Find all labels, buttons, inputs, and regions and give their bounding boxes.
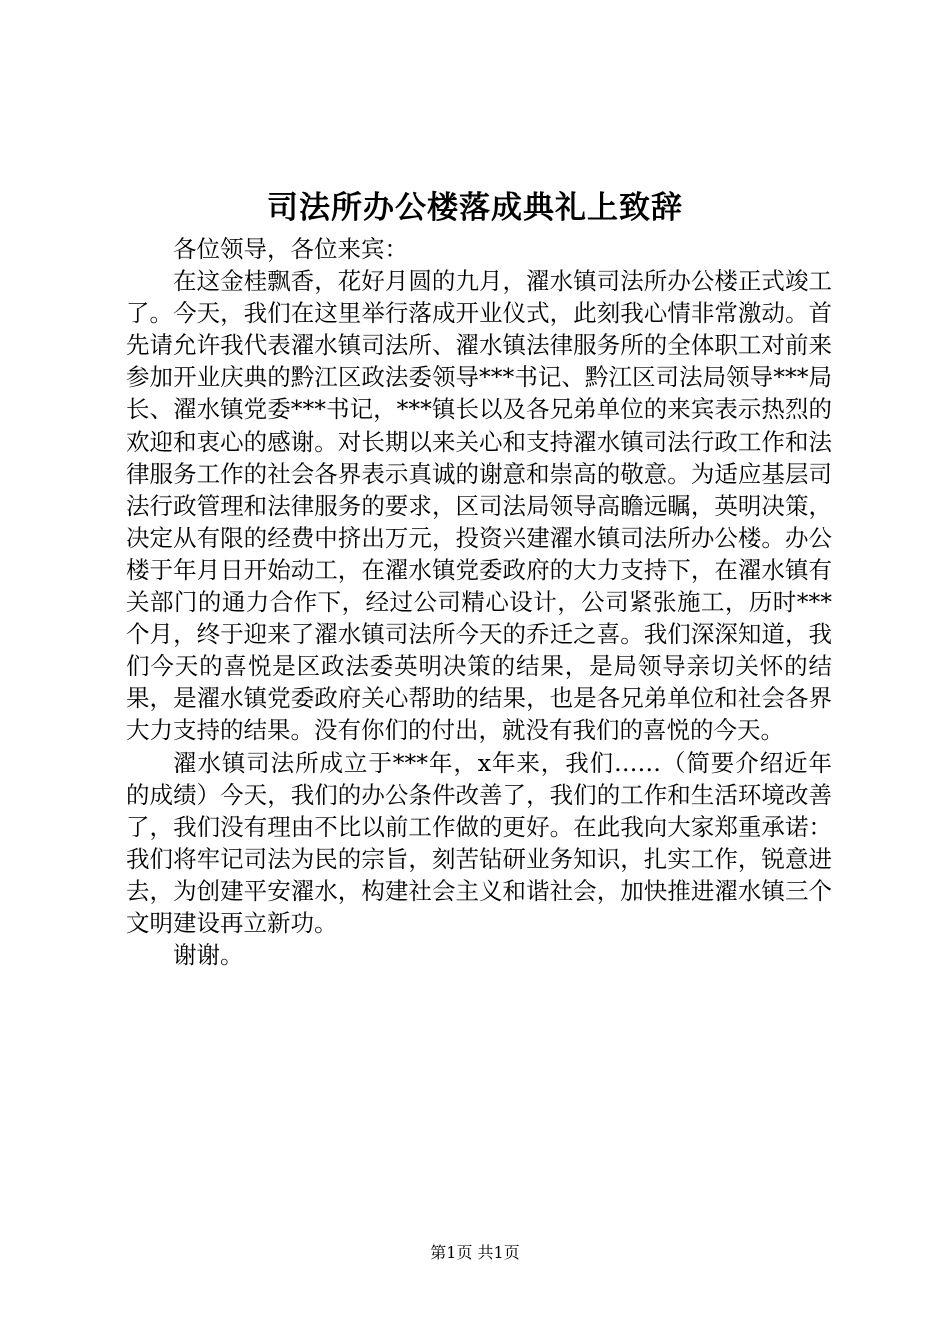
page-number-footer: 第1页 共1页	[430, 1243, 520, 1262]
body-paragraph: 濯水镇司法所成立于***年，x年来，我们……（简要介绍近年的成绩）今天，我们的办公条件改善了，我们的工作和生活环境改善了，我们没有理由不比以前工作做的更好。在此我向大家郑重承诺：我们将牢记司法为民的宗旨，刻苦钻研业务知识，扎实工作，锐意进去，为创建平安濯水，构建社会主义和谐社会，加快推进濯水镇三个文明建设再立新功。	[126, 748, 832, 937]
document-body	[126, 233, 832, 971]
document-title: 司法所办公楼落成典礼上致辞	[267, 190, 683, 226]
body-paragraph: 在这金桂飘香，花好月圆的九月，濯水镇司法所办公楼正式竣工了。今天，我们在这里举行落成开业仪式，此刻我心情非常激动。首先请允许我代表濯水镇司法所、濯水镇法律服务所的全体职工对前来参加开业庆典的黔江区政法委领导***书记、黔江区司法局领导***局长、濯水镇党委***书记，***镇长以及各兄弟单位的来宾表示热烈的欢迎和衷心的感谢。对长期以来关心和支持濯水镇司法行政工作和法律服务工作的社会各界表示真诚的谢意和崇高的敬意。为适应基层司法行政管理和法律服务的要求，区司法局领导高瞻远瞩，英明决策，决定从有限的经费中挤出万元，投资兴建濯水镇司法所办公楼。办公楼于年月日开始动工，在濯水镇党委政府的大力支持下，在濯水镇有关部门的通力合作下，经过公司精心设计，公司紧张施工，历时***个月，终于迎来了濯水镇司法所今天的乔迁之喜。我们深深知道，我们今天的喜悦是区政法委英明决策的结果，是局领导亲切关怀的结果，是濯水镇党委政府关心帮助的结果，也是各兄弟单位和社会各界大力支持的结果。没有你们的付出，就没有我们的喜悦的今天。	[126, 267, 832, 745]
salutation-paragraph: 各位领导，各位来宾：	[173, 235, 408, 263]
closing-paragraph: 谢谢。	[173, 941, 244, 970]
